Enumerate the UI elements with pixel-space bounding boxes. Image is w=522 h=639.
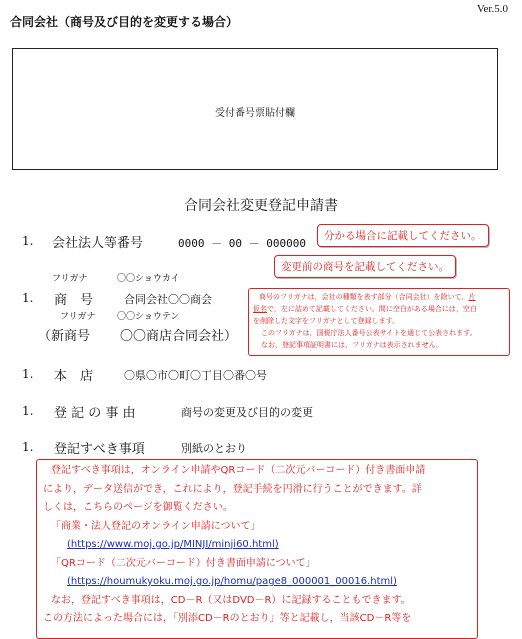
note-text: 「QRコード（二次元バーコード）付き書面申請について」 (51, 557, 316, 569)
note-text: なお，登記すべき事項は，CD－R（又はDVD－R）に記録することもできます。 (51, 594, 411, 606)
corp-number-value: 0000 － 00 － 000000 (178, 237, 306, 250)
reason-label: 登 記 の 事 由 (54, 406, 136, 421)
trade-name-label: 商 号 (54, 293, 94, 308)
note-text: を削除した文字をフリガナとして登録します。 (253, 317, 400, 325)
receipt-stamp-label: 受付番号票貼付欄 (215, 108, 295, 119)
item-number: 1. (22, 404, 34, 418)
note-text: で，左に詰めて記載してください。間に空白がある場合には，空白 (267, 305, 477, 313)
note-text: により，データ送信ができ，これにより，登記手続を円滑に行うことができます。詳 (43, 483, 422, 495)
head-office-value: 〇県〇市〇町〇丁目〇番〇号 (124, 369, 267, 382)
new-furigana-value: 〇〇ショウテン (117, 312, 180, 322)
version-label: Ver.5.0 (476, 3, 508, 15)
matters-value: 別紙のとおり (181, 442, 247, 455)
furigana-label: フリガナ (52, 274, 88, 284)
item-number: 1. (22, 367, 34, 381)
online-application-link[interactable]: (https://www.moj.go.jp/MINJI/minji60.html) (67, 539, 279, 550)
matters-note-box (36, 459, 478, 639)
note-text: なお，登記事項証明書には，フリガナは表示されません。 (261, 341, 444, 349)
note-text: 商号のフリガナは，会社の種類を表す部分（合同会社）を除いて， (259, 293, 469, 301)
furigana-value: 〇〇ショウカイ (117, 274, 180, 284)
new-furigana-label: フリガナ (60, 312, 96, 322)
receipt-stamp-box (12, 48, 498, 170)
note-text: 登記すべき事項は，オンライン申請やQRコード（二次元バーコード）付き書面申請 (51, 465, 426, 476)
note-text: このフリガナは，国税庁法人番号公表サイトを通じて公表されます。 (261, 329, 477, 337)
note-text: 「商業・法人登記のオンライン申請について」 (51, 520, 261, 532)
corp-number-callout: 分かる場合に記載してください。 (317, 224, 489, 247)
item-number: 1. (22, 291, 34, 305)
new-trade-name-value: 〇〇商店合同会社） (120, 329, 238, 344)
item-number: 1. (22, 440, 34, 454)
head-office-label: 本 店 (54, 369, 94, 384)
reason-value: 商号の変更及び目的の変更 (181, 406, 313, 419)
matters-label: 登記すべき事項 (54, 442, 145, 457)
furigana-note-box (248, 288, 510, 356)
form-heading: 合同会社（商号及び目的を変更する場合） (10, 15, 239, 29)
note-text: この方法によった場合には，「別添CD－Rのとおり」等と記載し，当該CD－R等を (43, 613, 412, 624)
note-text: 仮名 (253, 305, 267, 313)
item-number: 1. (22, 234, 34, 248)
document-title: 合同会社変更登記申請書 (184, 198, 338, 214)
new-trade-name-label: （新商号 (38, 329, 91, 344)
note-text: 片 (468, 293, 476, 301)
qr-application-link[interactable]: (https://houmukyoku.moj.go.jp/homu/page8_000001_00016.html) (67, 576, 397, 587)
old-trade-name-callout: 変更前の商号を記載してください。 (274, 255, 456, 278)
corp-number-label: 会社法人等番号 (52, 236, 144, 251)
note-text: しくは，こちらのページを御覧ください。 (43, 502, 233, 513)
trade-name-value: 合同会社〇〇商会 (124, 293, 212, 306)
